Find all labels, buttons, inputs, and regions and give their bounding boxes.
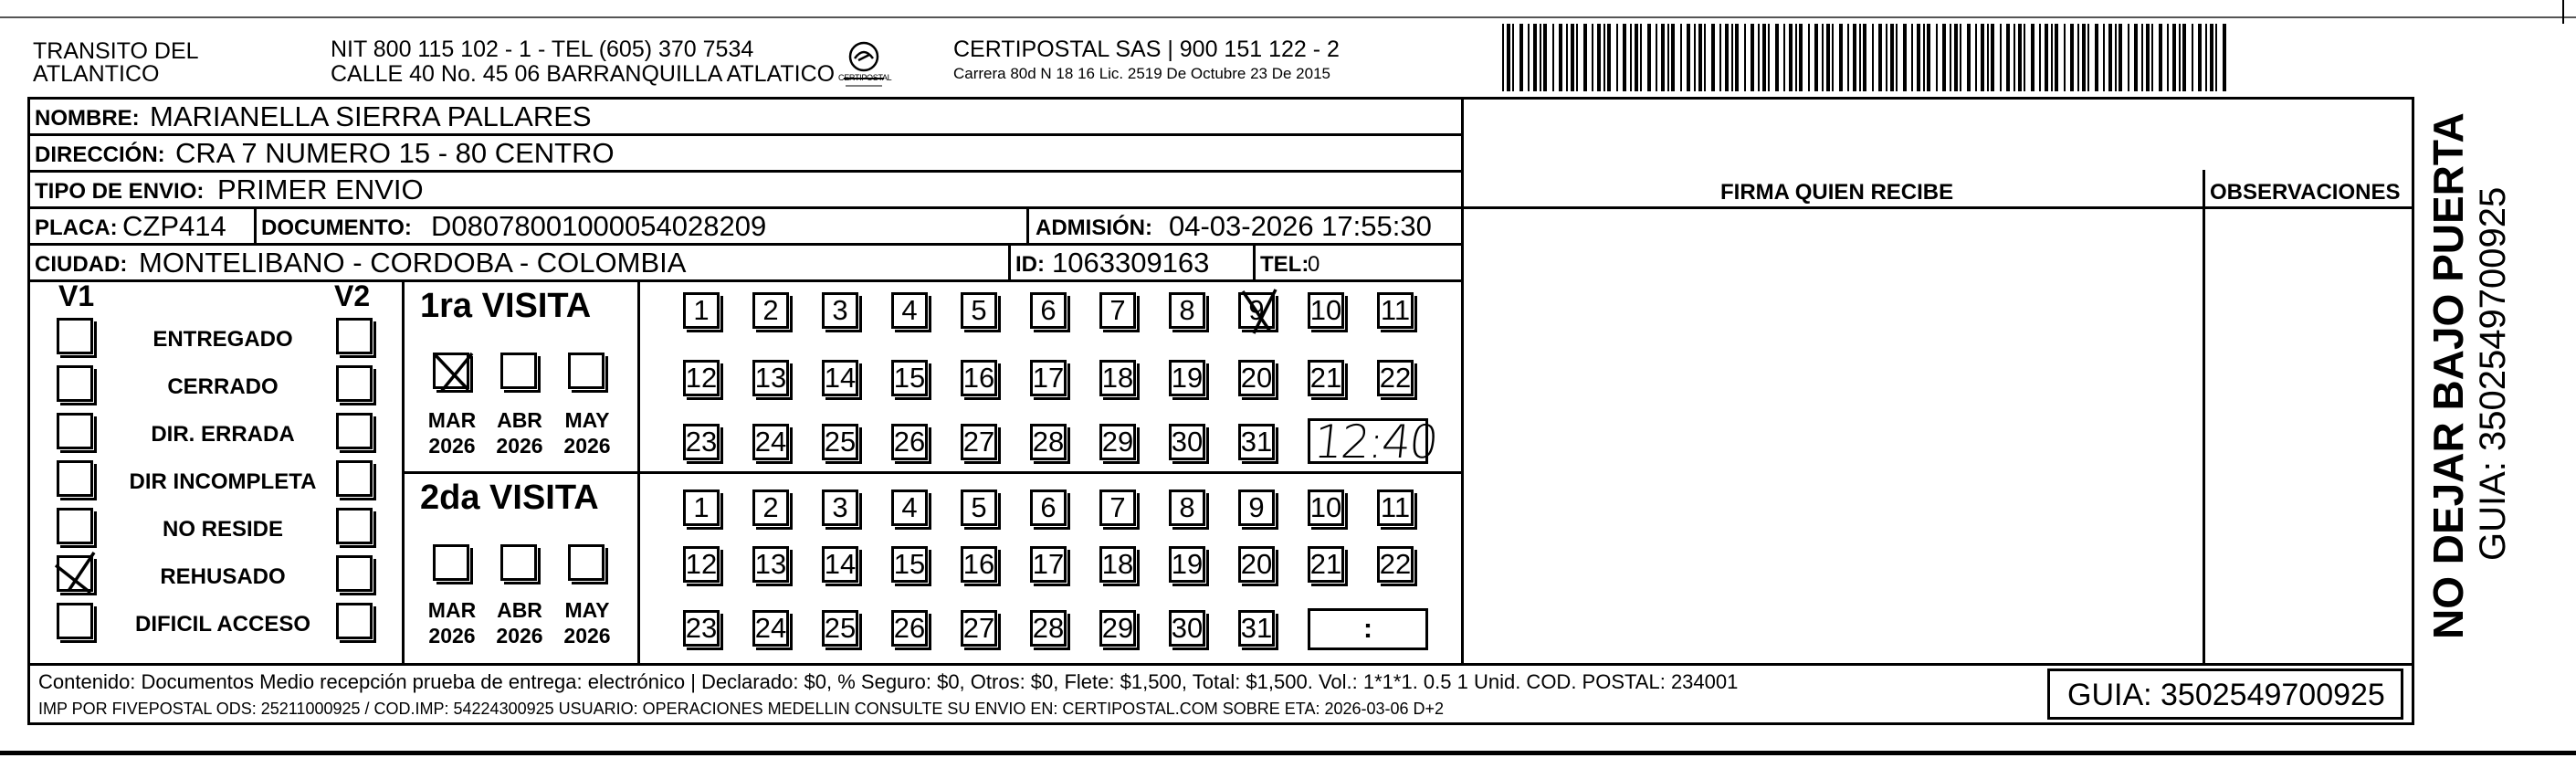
visit1-day-number: 13 (754, 362, 787, 394)
visit1-month-checkbox[interactable] (500, 353, 537, 389)
visit2-month-checkbox[interactable] (433, 544, 469, 581)
visit2-day-box[interactable] (1030, 490, 1067, 526)
row-line-1 (27, 133, 1463, 136)
visit1-day-box[interactable] (822, 360, 858, 396)
visit2-day-number: 8 (1179, 491, 1195, 523)
v1-checkbox[interactable] (57, 555, 93, 592)
visit1-day-number: 28 (1032, 426, 1065, 458)
visit1-day-number: 3 (832, 294, 848, 326)
visit2-day-number: 6 (1040, 491, 1057, 523)
visit2-month-checkbox[interactable] (500, 544, 537, 581)
visit1-year-label: 2026 (428, 434, 476, 458)
left-panel-right-border (1461, 97, 1464, 664)
visit1-time-handwritten: 12:40 (1310, 416, 1440, 468)
visit1-day-box[interactable] (1238, 360, 1275, 396)
visit2-day-number: 15 (893, 548, 926, 580)
certipostal-logo (838, 38, 892, 89)
visit1-day-number: 19 (1171, 362, 1204, 394)
address-label: DIRECCIÓN: (35, 142, 165, 167)
visit1-day-box[interactable] (1169, 292, 1205, 329)
v2-checkbox[interactable] (336, 460, 373, 497)
visit2-day-box[interactable] (1308, 490, 1344, 526)
visit1-day-box[interactable] (961, 292, 997, 329)
visit2-day-box[interactable] (822, 490, 858, 526)
visit1-day-box[interactable] (822, 292, 858, 329)
visit1-day-box[interactable] (1308, 292, 1344, 329)
name-label: NOMBRE: (35, 106, 140, 131)
v2-checkbox[interactable] (336, 365, 373, 402)
visit2-day-number: 18 (1101, 548, 1134, 580)
visit2-day-number: 20 (1240, 548, 1273, 580)
visit2-day-number: 29 (1101, 612, 1134, 644)
visit1-day-box[interactable] (891, 360, 928, 396)
visit2-day-number: 4 (901, 491, 918, 523)
visit1-day-box[interactable] (1377, 360, 1414, 396)
v2-checkbox[interactable] (336, 318, 373, 354)
visit2-day-number: 14 (824, 548, 857, 580)
v1-checkbox[interactable] (57, 365, 93, 402)
visit1-day-box[interactable] (1169, 424, 1205, 460)
plate: CZP414 (122, 210, 226, 242)
visit1-day-number: 11 (1380, 294, 1411, 326)
visit1-day-number: 1 (693, 294, 710, 326)
row-line-3 (27, 206, 2414, 209)
visit1-day-number: 26 (893, 426, 926, 458)
visit1-day-number: 12 (685, 362, 718, 394)
plate-divider (254, 206, 257, 243)
visit1-day-box[interactable] (891, 292, 928, 329)
visit1-day-number: 17 (1032, 362, 1065, 394)
v1-label: V1 (58, 279, 95, 312)
city-label: CIUDAD: (35, 252, 128, 277)
visit1-day-number: 31 (1240, 426, 1273, 458)
visit2-day-box[interactable] (1308, 546, 1344, 583)
visit1-day-number: 9 (1248, 294, 1265, 326)
visit2-day-number: 31 (1240, 612, 1273, 644)
status-option-label: DIR INCOMPLETA (129, 469, 317, 494)
visit2-day-number: 25 (824, 612, 857, 644)
v1-checkbox[interactable] (57, 603, 93, 639)
visit1-year-label: 2026 (563, 434, 611, 458)
send-type: PRIMER ENVIO (217, 174, 424, 205)
v1-checkbox[interactable] (57, 508, 93, 544)
visit1-day-number: 29 (1101, 426, 1134, 458)
visit1-day-box[interactable] (1030, 424, 1067, 460)
visit1-day-number: 27 (962, 426, 995, 458)
status-option-label: CERRADO (167, 374, 279, 399)
visit1-day-number: 21 (1309, 362, 1342, 394)
visit2-day-box[interactable] (1169, 546, 1205, 583)
visit1-day-box[interactable] (1238, 424, 1275, 460)
v2-checkbox[interactable] (336, 413, 373, 449)
visit1-day-box[interactable] (1308, 360, 1344, 396)
visit2-day-number: 28 (1032, 612, 1065, 644)
visit2-day-number: 24 (754, 612, 787, 644)
tel-divider (1253, 243, 1256, 279)
id-label: ID: (1015, 252, 1045, 277)
visit1-time-field[interactable] (1308, 416, 1440, 468)
visit1-day-number: 23 (685, 426, 718, 458)
visit2-day-number: 1 (693, 491, 710, 523)
visit2-day-box[interactable] (1030, 610, 1067, 647)
visit2-day-box[interactable] (891, 546, 928, 583)
status-option-label: REHUSADO (160, 564, 286, 589)
visit1-day-box[interactable] (683, 360, 720, 396)
visit2-day-box[interactable] (891, 490, 928, 526)
visit2-day-number: 3 (832, 491, 848, 523)
visit1-day-number: 2 (762, 294, 779, 326)
visit2-day-box[interactable] (961, 610, 997, 647)
visit1-day-number: 7 (1109, 294, 1126, 326)
visit1-day-number: 18 (1101, 362, 1134, 394)
visit1-day-number: 24 (754, 426, 787, 458)
visit1-day-number: 15 (893, 362, 926, 394)
plate-label: PLACA: (35, 216, 118, 240)
admission-label: ADMISIÓN: (1036, 216, 1152, 240)
visit2-day-box[interactable] (1169, 610, 1205, 647)
courier-line: CERTIPOSTAL SAS | 900 151 122 - 2 (953, 37, 1340, 62)
visit1-day-number: 8 (1179, 294, 1195, 326)
visit1-title: 1ra VISITA (420, 287, 592, 325)
visit2-day-box[interactable] (683, 546, 720, 583)
tel-number: 0 (1308, 252, 1320, 277)
visit1-day-box[interactable] (1169, 360, 1205, 396)
row-line-5 (27, 279, 1463, 282)
visit2-day-number: 26 (893, 612, 926, 644)
top-border-line (0, 16, 2576, 18)
observations-header: OBSERVACIONES (2210, 180, 2401, 205)
visit1-month-checkbox[interactable] (568, 353, 605, 389)
visit2-month-label: MAR (427, 598, 477, 622)
visit2-month-label: MAY (564, 598, 610, 622)
visit2-day-box[interactable] (683, 490, 720, 526)
sender-name-line1: TRANSITO DEL (33, 38, 199, 64)
visit2-year-label: 2026 (563, 624, 611, 647)
side-guide-number: GUIA: 3502549700925 (2473, 186, 2513, 561)
visit1-day-box[interactable] (752, 424, 789, 460)
check-mark-icon (1237, 286, 1283, 337)
visit2-day-number: 30 (1171, 612, 1204, 644)
id-divider (1008, 243, 1011, 279)
v2-checkbox[interactable] (336, 555, 373, 592)
visit1-month-label: ABR (497, 408, 542, 432)
admission-datetime: 04-03-2026 17:55:30 (1169, 210, 1432, 242)
visit2-day-number: 22 (1379, 548, 1412, 580)
visit1-day-number: 4 (901, 294, 918, 326)
status-option-label: NO RESIDE (162, 517, 284, 542)
visit2-day-number: 19 (1171, 548, 1204, 580)
visit2-day-number: 21 (1309, 548, 1342, 580)
visit1-day-box[interactable] (752, 292, 789, 329)
status-option-label: ENTREGADO (152, 327, 293, 352)
v1-checkbox[interactable] (57, 413, 93, 449)
visit2-day-box[interactable] (752, 490, 789, 526)
v1-checkbox[interactable] (57, 460, 93, 497)
visit2-day-box[interactable] (1238, 610, 1275, 647)
visit2-day-number: 9 (1248, 491, 1265, 523)
visit2-time-field[interactable] (1308, 608, 1428, 650)
visit1-day-box[interactable] (1030, 360, 1067, 396)
visit1-day-box[interactable] (1377, 292, 1414, 329)
visit1-day-box[interactable] (1030, 292, 1067, 329)
visit2-day-number: 12 (685, 548, 718, 580)
visit-separator (402, 471, 1463, 474)
visit2-day-number: 23 (685, 612, 718, 644)
v2-checkbox[interactable] (336, 508, 373, 544)
footer-contents: Contenido: Documentos Medio recepción prueba de entrega: electrónico | Declarado: $0, % Seguro: $0, Otros: $0, Flete: $1,500, Total: $1,500. Vol.: 1*1*1. 0.5 1 Unid. COD. POSTAL: 234001 (38, 670, 1739, 693)
visit2-month-checkbox[interactable] (568, 544, 605, 581)
recipient-address: CRA 7 NUMERO 15 - 80 CENTRO (175, 137, 615, 169)
observations-divider (2203, 170, 2205, 664)
visit2-day-number: 13 (754, 548, 787, 580)
visit1-day-number: 10 (1309, 294, 1342, 326)
tel-label: TEL: (1260, 252, 1309, 277)
footer-guide-number: GUIA: 3502549700925 (2067, 678, 2385, 712)
visit2-day-number: 2 (762, 491, 779, 523)
visit1-day-box[interactable] (961, 360, 997, 396)
visit1-day-box[interactable] (1099, 360, 1136, 396)
admission-divider (1026, 206, 1029, 243)
visit1-year-label: 2026 (496, 434, 543, 458)
visit1-day-number: 25 (824, 426, 857, 458)
visit1-day-box[interactable] (683, 292, 720, 329)
visit2-day-number: 16 (962, 548, 995, 580)
visit2-day-box[interactable] (752, 610, 789, 647)
row-line-4 (27, 243, 1463, 246)
sender-nit-line: NIT 800 115 102 - 1 - TEL (605) 370 7534 (331, 37, 754, 62)
document-number: D08078001000054028209 (431, 210, 767, 242)
visit2-day-box[interactable] (1099, 546, 1136, 583)
visit2-day-box[interactable] (683, 610, 720, 647)
signature-header: FIRMA QUIEN RECIBE (1720, 180, 1954, 205)
visit1-day-number: 16 (962, 362, 995, 394)
v1-checkbox[interactable] (57, 318, 93, 354)
check-mark-icon (432, 350, 479, 397)
visit1-day-number: 14 (824, 362, 857, 394)
send-type-label: TIPO DE ENVIO: (35, 179, 205, 204)
footer-separator (27, 663, 2414, 666)
visit1-day-number: 6 (1040, 294, 1057, 326)
scan-edge-mark (2562, 0, 2564, 24)
visit1-day-number: 22 (1379, 362, 1412, 394)
visit1-day-number: 5 (971, 294, 987, 326)
bottom-border-line (0, 751, 2576, 755)
visit2-day-number: 5 (971, 491, 987, 523)
visit2-day-box[interactable] (1238, 546, 1275, 583)
visit2-day-box[interactable] (891, 610, 928, 647)
visit2-day-box[interactable] (1377, 490, 1414, 526)
visit1-day-box[interactable] (1099, 292, 1136, 329)
visit2-title: 2da VISITA (420, 479, 599, 517)
visit2-year-label: 2026 (428, 624, 476, 647)
visit1-day-number: 30 (1171, 426, 1204, 458)
visit1-day-box[interactable] (683, 424, 720, 460)
sender-address-line: CALLE 40 No. 45 06 BARRANQUILLA ATLATICO (331, 61, 836, 87)
sender-name-line2: ATLANTICO (33, 61, 160, 87)
visit2-day-number: 10 (1309, 491, 1342, 523)
v2-label: V2 (334, 279, 371, 312)
check-mark-icon (50, 545, 105, 600)
visit2-day-box[interactable] (752, 546, 789, 583)
id-number: 1063309163 (1052, 247, 1210, 279)
visit2-day-box[interactable] (1030, 546, 1067, 583)
visit1-day-box[interactable] (1238, 292, 1275, 329)
recipient-name: MARIANELLA SIERRA PALLARES (150, 100, 592, 132)
visit2-day-number: 11 (1380, 491, 1411, 523)
status-option-label: DIFICIL ACCESO (134, 612, 310, 637)
row-line-2 (27, 170, 1463, 173)
visit2-day-number: 27 (962, 612, 995, 644)
side-warning: NO DEJAR BAJO PUERTA (2424, 112, 2472, 639)
visit1-month-label: MAY (564, 408, 610, 432)
visit1-day-box[interactable] (822, 424, 858, 460)
visit2-day-box[interactable] (822, 546, 858, 583)
visit1-day-box[interactable] (752, 360, 789, 396)
courier-address: Carrera 80d N 18 16 Lic. 2519 De Octubre 23 De 2015 (953, 65, 1330, 82)
status-option-label: DIR. ERRADA (151, 422, 295, 447)
footer-imp-line: IMP POR FIVEPOSTAL ODS: 25211000925 / COD.IMP: 54224300925 USUARIO: OPERACIONES MEDELLIN CONSULTE SU ENVIO EN: CERTIPOSTAL.COM SOBRE ETA: 2026-03-06 D+2 (38, 700, 1445, 718)
visit2-day-box[interactable] (1099, 610, 1136, 647)
v2-checkbox[interactable] (336, 603, 373, 639)
visit2-day-box[interactable] (1238, 490, 1275, 526)
barcode (1502, 24, 2228, 91)
visit2-day-box[interactable] (1169, 490, 1205, 526)
visit2-day-box[interactable] (1099, 490, 1136, 526)
visit1-month-label: MAR (427, 408, 477, 432)
visit2-day-box[interactable] (822, 610, 858, 647)
document-label: DOCUMENTO: (261, 216, 412, 240)
visit2-day-box[interactable] (961, 490, 997, 526)
visit1-month-checkbox[interactable] (433, 353, 469, 389)
visit2-day-number: 7 (1109, 491, 1126, 523)
visit1-day-box[interactable] (1099, 424, 1136, 460)
visit2-time-placeholder: : (1363, 614, 1372, 644)
certipostal-logo-text: CERTIPOSTAL (838, 73, 892, 82)
visit2-month-label: ABR (497, 598, 542, 622)
visit1-day-box[interactable] (961, 424, 997, 460)
visit2-day-box[interactable] (1377, 546, 1414, 583)
visit1-day-number: 20 (1240, 362, 1273, 394)
visit2-day-box[interactable] (961, 546, 997, 583)
visit2-year-label: 2026 (496, 624, 543, 647)
visit2-day-number: 17 (1032, 548, 1065, 580)
city: MONTELIBANO - CORDOBA - COLOMBIA (139, 247, 687, 279)
visit1-day-box[interactable] (891, 424, 928, 460)
